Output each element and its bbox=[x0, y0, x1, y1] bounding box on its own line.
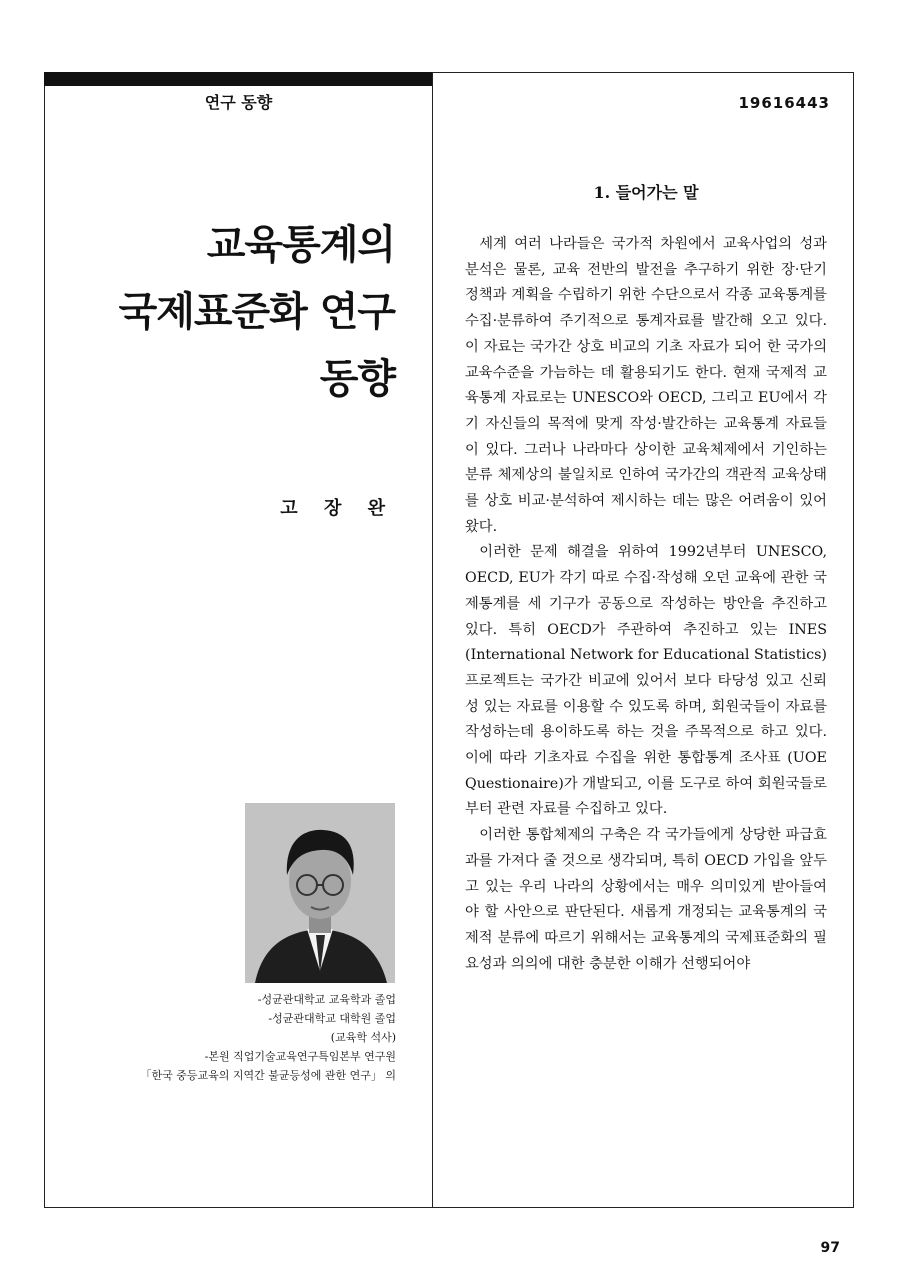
title-line-2: 국제표준화 연구 bbox=[118, 289, 395, 335]
body-paragraph: 세계 여러 나라들은 국가적 차원에서 교육사업의 성과 분석은 물론, 교육 전반의 발전을 추구하기 위한 장·단기 정책과 계획을 수립하기 위한 수단으로서 각종 교육통계를 수집·분류하여 주기적으로 통계자료를 발간해 오고 있다. 이 자료는 국가간 상호 비교의 기초 자료가 되어 한 국가의 교육수준을 가늠하는 데 활용되기도 한다. 현재 국제적 교육통계 자료로는 UNESCO와 OECD, 그리고 EU에서 각기 자신들의 목적에 맞게 작성·발간하는 교육통계 자료들이 있다. 그러나 나라마다 상이한 교육체제에서 기인하는 분류 체제상의 불일치로 인하여 국가간의 객관적 교육상태를 상호 비교·분석하여 제시하는 데는 많은 어려움이 있어 왔다. bbox=[465, 236, 827, 535]
title-line-3: 동향 bbox=[319, 356, 395, 402]
author-name: 고 장 완 bbox=[280, 498, 395, 519]
section-label: 연구 동향 bbox=[204, 93, 273, 112]
bio-line: -성균관대학교 교육학과 졸업 bbox=[257, 993, 396, 1006]
bio-line: (교육학 석사) bbox=[330, 1031, 396, 1044]
bio-line: -성균관대학교 대학원 졸업 bbox=[268, 1012, 396, 1025]
bio-line: -본원 직업기술교육연구특임본부 연구원 bbox=[204, 1050, 396, 1063]
section-heading: 1. 들어가는 말 bbox=[593, 183, 699, 202]
page-number: 97 bbox=[820, 1240, 840, 1256]
author-photo bbox=[245, 803, 395, 983]
title-line-1: 교육통계의 bbox=[206, 222, 395, 268]
document-code: 19616443 bbox=[738, 94, 830, 112]
body-paragraph: 이러한 통합체제의 구축은 각 국가들에게 상당한 파급효과를 가져다 줄 것으로 생각되며, 특히 OECD 가입을 앞두고 있는 우리 나라의 상황에서는 매우 의미있게 받아들여야 할 사안으로 판단된다. 새롭게 개정되는 교육통계의 국제적 분류에 따르기 위해서는 교육통계의 국제표준화의 필요성과 의의에 대한 충분한 이해가 선행되어야 bbox=[465, 827, 827, 972]
author-bio bbox=[60, 990, 396, 1085]
body-paragraph: 이러한 문제 해결을 위하여 1992년부터 UNESCO, OECD, EU가 각기 따로 수집·작성해 오던 교육에 관한 국제통계를 세 기구가 공동으로 작성하는 방안을 추진하고 있다. 특히 OECD가 주관하여 추진하고 있는 INES (International Network for Educational Statistics) 프로젝트는 국가간 비교에 있어서 보다 타당성 있고 신뢰성 있는 자료를 이용할 수 있도록 하며, 회원국들이 자료를 작성하는데 용이하도록 하는 것을 주목적으로 하고 있다. 이에 따라 기초자료 수집을 위한 통합통계 조사표 (UOE Questionaire)가 개발되고, 이를 도구로 하여 회원국들로부터 관련 자료를 수집하고 있다. bbox=[465, 544, 827, 818]
bio-line: 「한국 중등교육의 지역간 불균등성에 관한 연구」 의 bbox=[140, 1069, 396, 1082]
article-title bbox=[60, 212, 395, 413]
section-header-bar bbox=[44, 72, 433, 86]
article-body bbox=[465, 232, 827, 977]
column-divider bbox=[432, 72, 433, 1208]
